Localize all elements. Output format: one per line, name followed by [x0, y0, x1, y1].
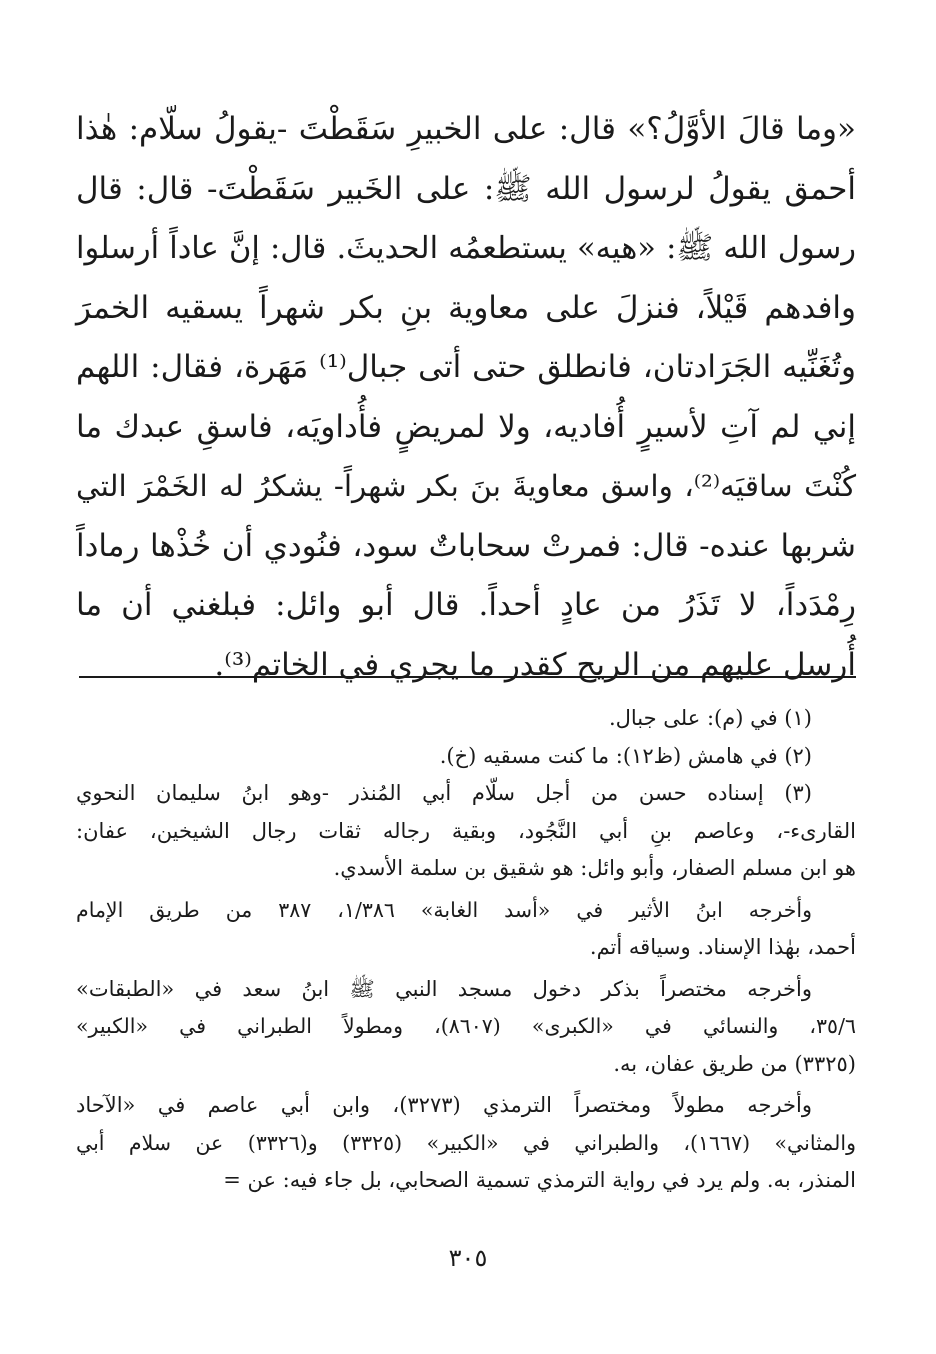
- footnote-line: (٣٣٢٥) من طريق عفان، به.: [613, 1051, 856, 1076]
- footnotes-block: [76, 700, 856, 1200]
- footnote-line: ٣٥/٦، والنسائي في «الكبرى» (٨٦٠٧)، ومطولاً الطبراني في «الكبير»: [76, 1014, 856, 1038]
- footnote-line: هو ابن مسلم الصفار، وأبو وائل: هو شقيق بن سلمة الأسدي.: [333, 856, 856, 880]
- main-text-line: إني لم آتِ لأسيرٍ أُفاديه، ولا لمريضٍ فأُداويَه، فاسقِ عبدك ما: [76, 408, 856, 445]
- footnote-line: القارىء-، وعاصم بنِ أبي النَّجُود، وبقية رجاله ثقات رجال الشيخين، عفان:: [76, 818, 856, 843]
- footnote-3-paragraph-4: [76, 1087, 856, 1200]
- footnote-3-paragraph-3: [76, 971, 856, 1084]
- main-text-line: كُنْتَ ساقيَه⁽²⁾، واسق معاويةَ بنَ بكر شهراً- يشكرُ له الخَمْرَ التي: [76, 469, 856, 503]
- page-number: ٣٠٥: [448, 1244, 488, 1272]
- main-text-line: شربها عنده- قال: فمرتْ سحاباتٌ سود، فنُودي أن خُذْها رماداً: [76, 527, 856, 564]
- footnote-line: (١) في (م): على جبال.: [608, 706, 812, 730]
- footnote-line: وأخرجه مطولاً ومختصراً الترمذي (٣٢٧٣)، وابن أبي عاصم في «الآحاد: [76, 1093, 812, 1117]
- main-text-line: أُرسل عليهم من الريح كقدر ما يجري في الخاتم⁽³⁾.: [214, 646, 856, 683]
- main-text-line: وتُغَنِّيه الجَرَادتان، فانطلق حتى أتى جبال⁽¹⁾ مَهَرة، فقال: اللهم: [76, 349, 856, 385]
- footnote-line: المنذر، به. ولم يرد في رواية الترمذي تسمية الصحابي، بل جاء فيه: عن =: [223, 1168, 856, 1192]
- footnote-1: [76, 700, 856, 738]
- footnote-line: والمثاني» (١٦٦٧)، والطبراني في «الكبير» (٣٣٢٥) و(٣٣٢٦) عن سلام أبي: [76, 1130, 856, 1155]
- footnote-line: وأخرجه ابنُ الأثير في «أسد الغابة» ١/٣٨٦، ٣٨٧ من طريق الإمام: [76, 897, 812, 922]
- main-text-line: رِمْدَداً، لا تَذَرُ من عادٍ أحداً. قال أبو وائل: فبلغني أن ما: [76, 587, 856, 623]
- footnote-3-paragraph-2: [76, 892, 856, 967]
- footnote-line: (٢) في هامش (ظ١٢): ما كنت مسقيه (خ).: [439, 743, 812, 768]
- footnote-3: [76, 775, 856, 888]
- main-text-line: وافدهم قَيْلاً، فنزلَ على معاوية بنِ بكر شهراً يسقيه الخمرَ: [76, 289, 856, 326]
- main-text-line: «وما قالَ الأوَّلُ؟» قال: على الخبيرِ سَقَطْتَ -يقولُ سلّام: هٰذا: [76, 111, 856, 147]
- main-text-line: أحمق يقولُ لرسول الله ﷺ: على الخَبير سَقَطْتَ- قال: قال: [76, 170, 856, 207]
- main-text-block: [76, 100, 856, 695]
- footnote-2: [76, 738, 856, 776]
- footnote-line: (٣) إسناده حسن من أجل سلّام أبي المُنذر -وهو ابنُ سليمان النحوي: [76, 781, 812, 805]
- main-text-line: رسول الله ﷺ: «هيه» يستطعمُه الحديثَ. قال: إنَّ عاداً أرسلوا: [76, 231, 856, 266]
- footnote-line: أحمد، بهٰذا الإسناد. وسياقه أتم.: [589, 935, 856, 959]
- footnote-line: وأخرجه مختصراً بذكر دخول مسجد النبي ﷺ ابنُ سعد في «الطبقات»: [76, 976, 812, 1001]
- footnote-divider: [79, 676, 856, 678]
